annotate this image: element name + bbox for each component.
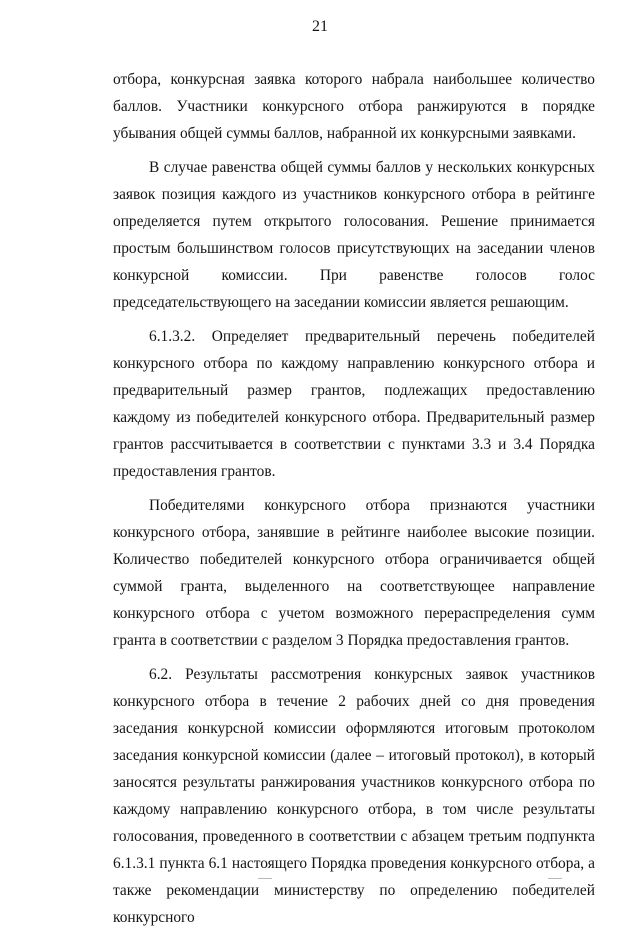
page-number: 21: [312, 18, 328, 35]
scan-speck: [548, 878, 562, 879]
paragraph-6-2: 6.2. Результаты рассмотрения конкурсных заявок участников конкурсного отбора в течение 2 рабочих дней со дня проведения заседания конкурсной комиссии оформляются итоговым протоколом заседания конкурсной комиссии (далее – итоговый протокол), в который заносятся результаты ранжирования участников конкурсного отбора по каждому направлению конкурсного отбора, в том числе результаты голосования, проведенного в соответствии с абзацем третьим подпункта 6.1.3.1 пункта 6.1 настоящего Порядка проведения конкурсного отбора, а также рекомендации министерству по определению победителей конкурсного: [113, 666, 595, 926]
scan-speck: [258, 878, 272, 879]
document-body: [113, 66, 595, 931]
paragraph-tie-voting: В случае равенства общей суммы баллов у нескольких конкурсных заявок позиция каждого из участников конкурсного отбора в рейтинге определяется путем открытого голосования. Решение принимается простым большинством голосов присутствующих на заседании членов конкурсной комиссии. При равенстве голосов голос председательствующего на заседании комиссии является решающим.: [113, 159, 595, 311]
paragraph-6-1-3-2: 6.1.3.2. Определяет предварительный перечень победителей конкурсного отбора по каждому направлению конкурсного отбора и предварительный размер грантов, подлежащих предоставлению каждому из победителей конкурсного отбора. Предварительный размер грантов рассчитывается в соответствии с пунктами 3.3 и 3.4 Порядка предоставления грантов.: [113, 328, 595, 480]
paragraph-winners: Победителями конкурсного отбора признаются участники конкурсного отбора, занявшие в рейтинге наиболее высокие позиции. Количество победителей конкурсного отбора ограничивается общей суммой гранта, выделенного на соответствующее направление конкурсного отбора с учетом возможного перераспределения сумм гранта в соответствии с разделом 3 Порядка предоставления грантов.: [113, 497, 595, 649]
paragraph-continuation: отбора, конкурсная заявка которого набрала наибольшее количество баллов. Участники конкурсного отбора ранжируются в порядке убывания общей суммы баллов, набранной их конкурсными заявками.: [113, 71, 595, 142]
